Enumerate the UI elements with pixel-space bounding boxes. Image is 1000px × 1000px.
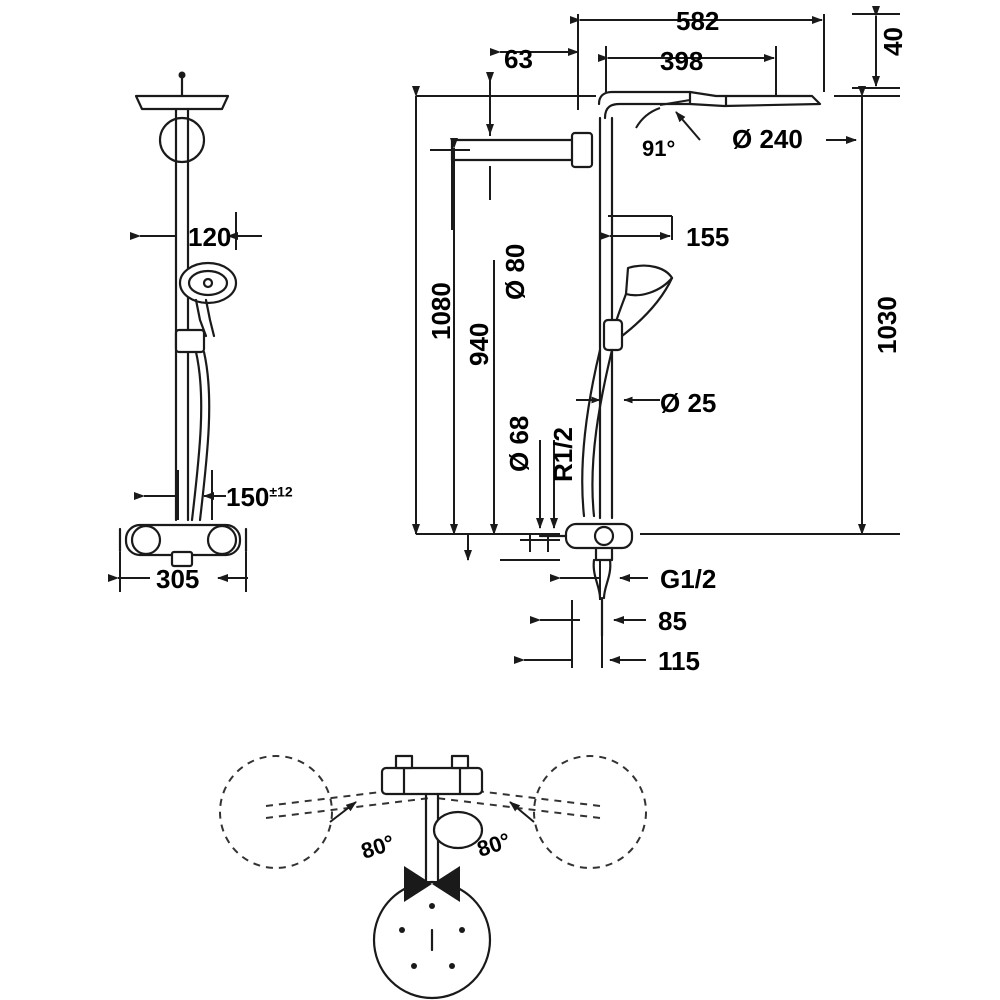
dim-85: 85 xyxy=(658,606,687,636)
dim-80deg-right: 80° xyxy=(474,827,514,862)
top-view-swivel xyxy=(220,756,646,998)
dim-398: 398 xyxy=(660,46,704,76)
dim-63: 63 xyxy=(504,44,533,74)
dim-155: 155 xyxy=(686,222,730,252)
dim-940: 940 xyxy=(464,322,494,366)
dimension-lines-bottom xyxy=(524,560,648,668)
dim-1030: 1030 xyxy=(872,296,902,354)
dim-68: Ø 68 xyxy=(504,415,534,472)
dim-80deg-left: 80° xyxy=(358,829,398,864)
dim-g12: G1/2 xyxy=(660,564,717,594)
dim-40: 40 xyxy=(878,27,908,56)
dim-150 xyxy=(226,482,293,513)
dim-120: 120 xyxy=(188,222,232,252)
dim-1080: 1080 xyxy=(426,282,456,340)
dim-115: 115 xyxy=(658,646,700,676)
dim-582: 582 xyxy=(676,6,720,36)
side-view-product xyxy=(452,92,820,636)
dim-240: Ø 240 xyxy=(732,124,803,154)
dim-91deg: 91° xyxy=(642,136,676,161)
dim-150-value: 150 xyxy=(226,482,270,512)
dim-25: Ø 25 xyxy=(660,388,717,418)
dim-150-tolerance: ±12 xyxy=(269,483,293,500)
dim-80: Ø 80 xyxy=(500,243,530,300)
dim-305: 305 xyxy=(156,564,200,594)
dim-r12: R1/2 xyxy=(548,427,578,482)
